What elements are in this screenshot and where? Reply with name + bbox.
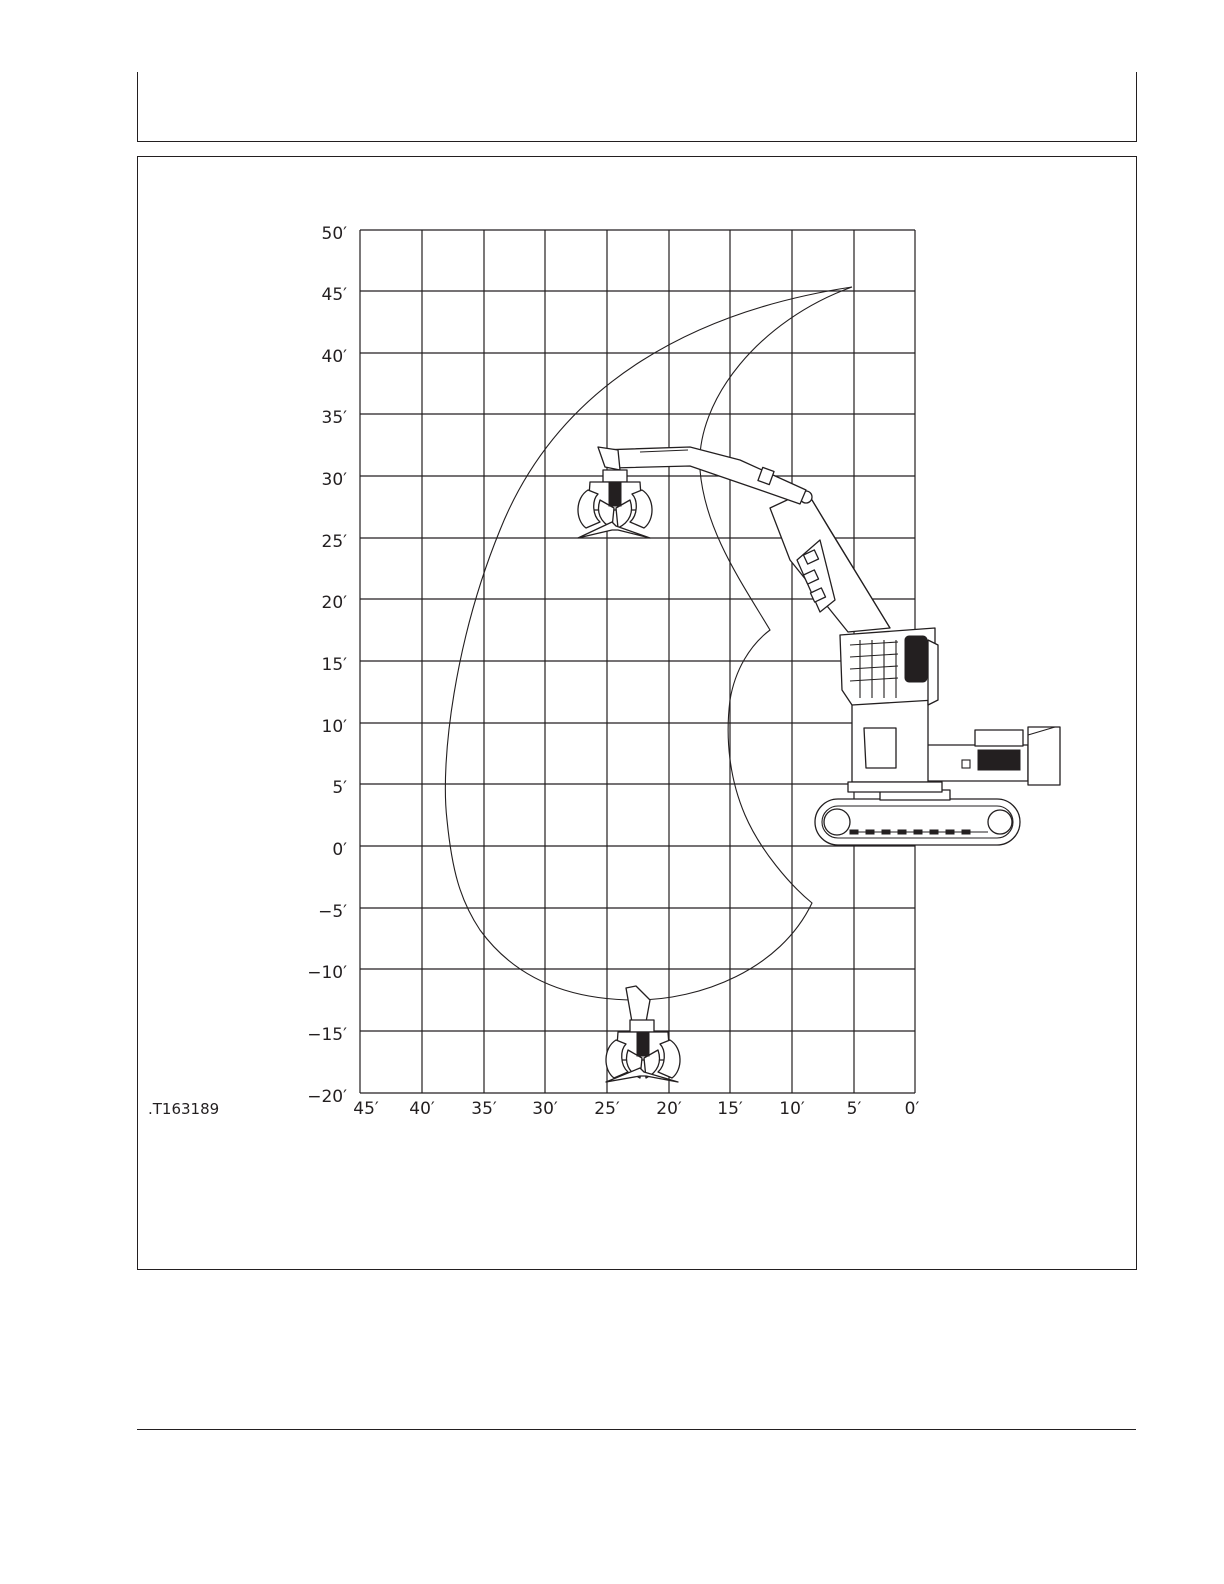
y-tick-label: 35′ bbox=[321, 408, 347, 428]
boom bbox=[770, 494, 890, 632]
x-tick-label: 10′ bbox=[779, 1099, 805, 1119]
y-tick-label: −5′ bbox=[318, 902, 347, 922]
x-tick-label: 5′ bbox=[846, 1099, 862, 1119]
x-tick-label: 30′ bbox=[532, 1099, 558, 1119]
excavator-machine bbox=[578, 447, 1060, 1082]
counterweight bbox=[1028, 727, 1060, 785]
sprocket-wheel bbox=[988, 810, 1012, 834]
y-tick-label: 10′ bbox=[321, 717, 347, 737]
x-tick-label: 20′ bbox=[656, 1099, 682, 1119]
y-tick-label: −10′ bbox=[307, 963, 347, 983]
x-tick-label: 40′ bbox=[409, 1099, 435, 1119]
y-tick-label: 50′ bbox=[321, 224, 347, 244]
figure-id: .T163189 bbox=[148, 1100, 220, 1118]
y-tick-label: −15′ bbox=[307, 1025, 347, 1045]
y-tick-label: 20′ bbox=[321, 593, 347, 613]
y-tick-label: 15′ bbox=[321, 655, 347, 675]
grapple-upper bbox=[578, 470, 652, 538]
x-tick-label: 35′ bbox=[471, 1099, 497, 1119]
working-range-envelope bbox=[445, 287, 852, 1000]
x-tick-label: 25′ bbox=[594, 1099, 620, 1119]
x-tick-label: 15′ bbox=[717, 1099, 743, 1119]
y-tick-label: 5′ bbox=[332, 778, 347, 798]
y-tick-label: 25′ bbox=[321, 532, 347, 552]
x-tick-label: 45′ bbox=[353, 1099, 379, 1119]
y-tick-label: 30′ bbox=[321, 470, 347, 490]
y-tick-label: 40′ bbox=[321, 347, 347, 367]
grid bbox=[360, 230, 915, 1093]
y-tick-label: 0′ bbox=[332, 840, 347, 860]
idler-wheel bbox=[824, 809, 850, 835]
y-tick-label: 45′ bbox=[321, 285, 347, 305]
y-tick-label: −20′ bbox=[307, 1087, 347, 1107]
y-axis-labels bbox=[307, 224, 347, 1107]
x-tick-label: 0′ bbox=[904, 1099, 920, 1119]
x-axis-labels bbox=[353, 1099, 919, 1119]
